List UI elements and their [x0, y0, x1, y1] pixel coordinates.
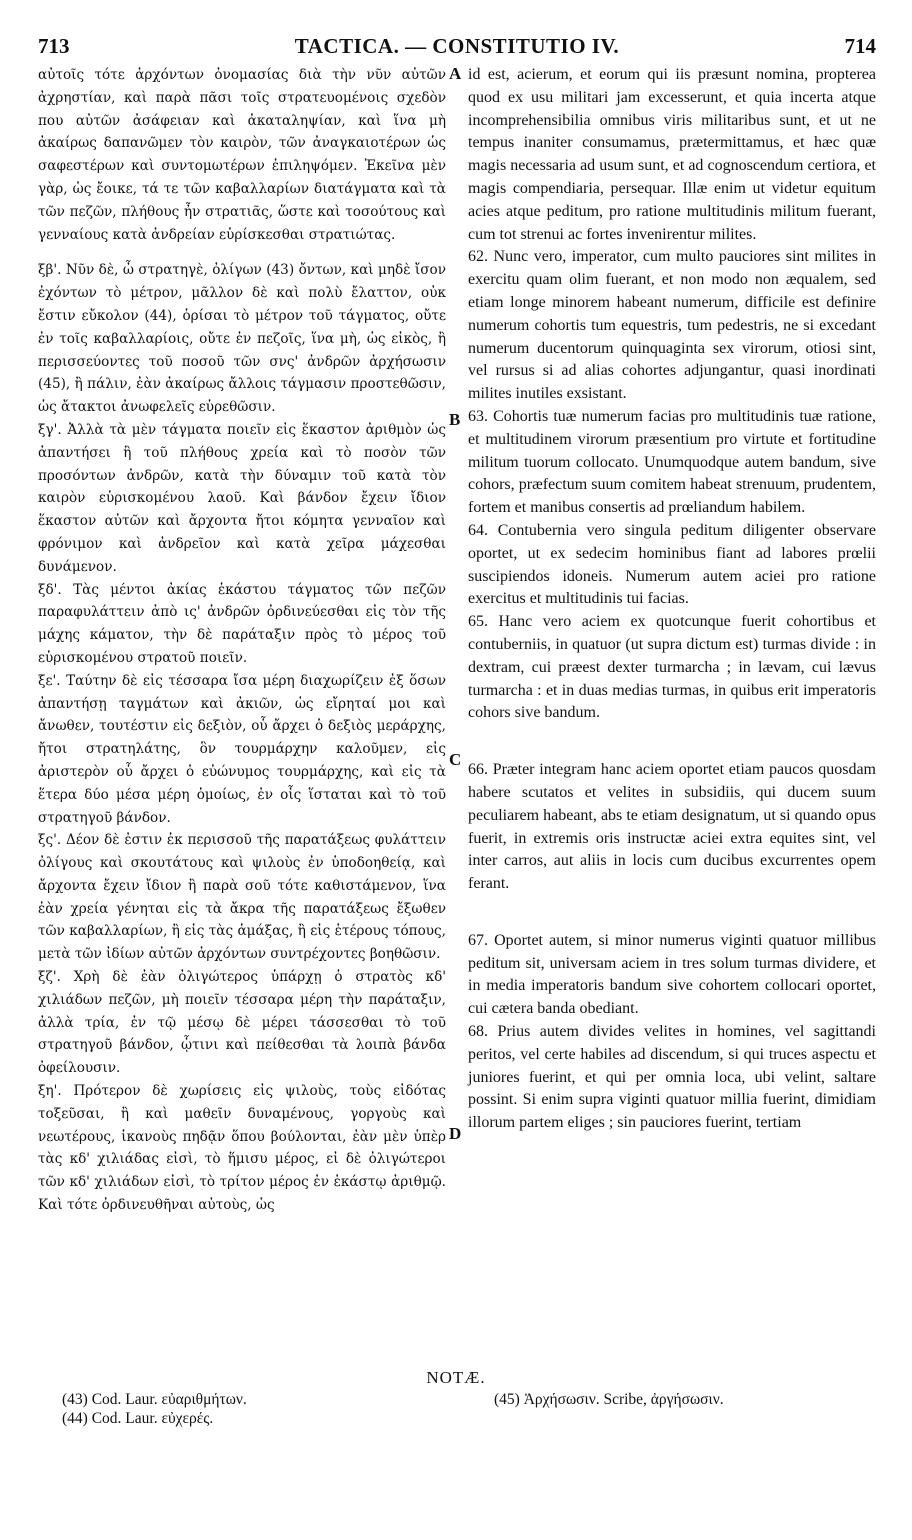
notes-left-column: [62, 1390, 442, 1428]
notes-right-column: [494, 1390, 884, 1409]
left-page-number: 713: [38, 34, 70, 58]
greek-column: [38, 64, 446, 1217]
footnote-44: (44) Cod. Laur. εὐχερές.: [62, 1410, 214, 1427]
greek-paragraph-63: ξγ'. Ἀλλὰ τὰ μὲν τάγματα ποιεῖν εἰς ἕκαστον ἀριθμὸν ὡς ἀπαντήσει ἢ τοῦ πλήθους χρεία καὶ τὸ ποσὸν τῶν προσόντων ἀνδρῶν, κατὰ τὴν δύναμιν τοῦ κατὰ τὸν καιρὸν εὑρισκομένου λαοῦ. Καὶ βάνδον ἔχειν ἴδιον ἕκαστον αὐτῶν καὶ ἄρχοντα ἤτοι κόμητα γενναῖον καὶ φρόνιμον καὶ ἀνδρεῖον καὶ κατὰ χεῖρα μάχεσθαι δυνάμενον.: [38, 421, 446, 575]
latin-paragraph-62: 62. Nunc vero, imperator, cum multo pauciores sint milites in exercitu quam olim fuerant, et non modo non æqualem, sed etiam longe minorem habeant numerum, difficile est definire numerum cohortis tum equestris, tum pedestris, ne si excedant numerum ducentorum quinquaginta sex virorum, otiosi sint, vel rursus si ad alias cohortes adjungantur, quasi inordinati milites inutiles exsistant.: [468, 248, 876, 403]
notes-heading: NOTÆ.: [426, 1368, 486, 1387]
footnote-45: (45) Ἀρχήσωσιν. Scribe, ἀργήσωσιν.: [494, 1391, 724, 1408]
latin-paragraph-66: 66. Præter integram hanc aciem oportet etiam paucos quosdam habere scutatos et velites in subsidiis, qui ducem suum peculiarem habeant, abs te etiam designatum, ut si quando opus fuerit, in extremis oris instructæ aciei extra equites sint, vel inter carros, aut aliis in locis cum ducibus excurrentes opem ferant.: [468, 761, 876, 893]
greek-paragraph-68: ξη'. Πρότερον δὲ χωρίσεις εἰς ψιλοὺς, τοὺς εἰδότας τοξεῦσαι, ἢ καὶ μαθεῖν δυναμένους, γοργοὺς καὶ νεωτέρους, ἱκανοὺς πηδᾷν ὅπου βούλονται, ἐὰν μὲν ὑπὲρ τὰς κδ' χιλιάδας εἰσὶ, τὸ ἥμισυ μέρος, εἰ δὲ ὀλιγώτεροι τῶν κδ' χιλιάδων εἰσὶ, τὸ τρίτον μέρος ἐν ἑκάστῳ ἀριθμῷ. Καὶ τότε ὀρδινευθῆναι αὐτοὺς, ὡς: [38, 1083, 446, 1214]
latin-paragraph-63: 63. Cohortis tuæ numerum facias pro multitudinis tuæ ratione, et multitudinem virorum præsentium pro virtute et fortitudine militum tuorum collocato. Unumquodque autem bandum, sive cohors, præfectum suum comitem habeat strenuum, prudentem, fortem et manibus consertis ad prœliandum habilem.: [468, 407, 876, 517]
right-page-number: 714: [844, 34, 876, 58]
greek-paragraph-65: ξε'. Ταύτην δὲ εἰς τέσσαρα ἴσα μέρη διαχωρίζειν ἐξ ὅσων ἀπαντήσῃ ταγμάτων καὶ ἀκιῶν, ὡς εἴρηταί μοι καὶ ἄνωθεν, τουτέστιν εἰς δεξιὸν, οὗ ἄρχει ὁ δεξιὸς μεράρχης, ἤτοι στρατηλάτης, ὃν τουρμάρχην καλοῦμεν, εἰς ἀριστερὸν οὗ ἄρχει ὁ εὐώνυμος τουρμάρχης, καὶ εἰς τὰ ἕτερα δύο μέσα μέρη ὁμοίως, ἐν οἷς ἵσταται καὶ τὸ τοῦ στρατηγοῦ βάνδον.: [38, 672, 446, 826]
latin-paragraph-67: 67. Oportet autem, si minor numerus viginti quatuor millibus peditum sit, universam aciem in tres solum turmas dividere, et in media imperatoris bandum sive cohortem collocari oportet, cui cætera banda obediant.: [468, 931, 876, 1018]
latin-paragraph-65: 65. Hanc vero aciem ex quotcunque fuerit cohortibus et contuberniis, in quatuor (ut supra dictum est) turmas divide : in dextram, cui præest dexter turmarcha ; in lævam, cui lævus turmarcha : et in duas medias turmas, in quibus erit imperatoris cohors sive bandum.: [468, 613, 876, 722]
latin-column: [468, 64, 876, 1135]
margin-marker-b: B: [449, 410, 461, 429]
greek-paragraph-66: ξς'. Δέον δὲ ἐστιν ἐκ περισσοῦ τῆς παρατάξεως φυλάττειν ὀλίγους καὶ σκουτάτους καὶ ψιλοὺς ἐν ὑποδοηθείᾳ, καὶ ἄρχοντα ἔχειν ἴδιον ἢ παρὰ σοῦ τότε καθιστάμενον, ἵνα ἐὰν χρεία γένηται εἰς τὰ ἄκρα τῆς παρατάξεως ἔξωθεν τῶν καβαλλαρίων, ἢ εἰς τὰς ἁμάξας, ἢ εἰς ἑτέρους τόπους, μετὰ τῶν ἰδίων αὐτῶν ἀρχόντων συντρέχοντες βοηθῶσιν.: [38, 832, 446, 963]
latin-paragraph-68: 68. Prius autem divides velites in homines, vel sagittandi peritos, vel certe habiles ad discendum, si qui truces aspectu et juniores fuerint, et qui per omnia loca, ubi velint, saltare possint. Si enim supra viginti quatuor millia fuerint, dimidiam illorum partem eliges ; sin pauciores fuerint, tertiam: [468, 1023, 876, 1132]
greek-paragraph-intro: αὐτοῖς τότε ἀρχόντων ὀνομασίας διὰ τὴν νῦν αὐτῶν ἀχρηστίαν, καὶ παρὰ πᾶσι τοῖς στρατευομένοις σχεδὸν που αὐτῶν ἀσάφειαν καὶ ἀκαταληψίαν, καὶ ἵνα μὴ ἀκαίρως δαπανῶμεν τὸν καιρὸν, τῶν ἀναγκαιοτέρων ὡς σαφεστέρων καὶ συντομωτέρων ἐπιληψόμεν. Ἐκεῖνα μὲν γὰρ, ὡς ἔοικε, τά τε τῶν καβαλλαρίων διατάγματα καὶ τὰ τῶν πεζῶν, πλήθους ἦν στρατιᾶς, ὥστε καὶ τοσούτους καὶ γενναίους κατὰ ἀνδρείαν εὑρίσκεσθαι στρατιώτας.: [38, 67, 446, 243]
running-header: [38, 34, 876, 60]
greek-paragraph-67: ξζ'. Χρὴ δὲ ἐὰν ὀλιγώτερος ὑπάρχῃ ὁ στρατὸς κδ' χιλιάδων πεζῶν, μὴ ποιεῖν τέσσαρα μέρη τὴν παράταξιν, ἀλλὰ τρία, ἐν τῷ μέσῳ δὲ μέρει τάσσεσθαι τὸ τοῦ στρατηγοῦ βάνδον, ᾧτινι καὶ πείθεσθαι τὰ λοιπὰ βάνδα ὀφείλουσιν.: [38, 969, 446, 1077]
margin-marker-c: C: [449, 750, 462, 769]
latin-paragraph-64: 64. Contubernia vero singula peditum diligenter observare oportet, ut ex sedecim hominibus fiant ad labores prœlii suscipiendos idoneis. Numerum autem aciei pro ratione exercitus et multitudinis tui facias.: [468, 521, 876, 608]
greek-paragraph-62: ξβ'. Νῦν δὲ, ὦ στρατηγὲ, ὀλίγων (43) ὄντων, καὶ μηδὲ ἴσον ἐχόντων τὸ μέτρον, μᾶλλον δὲ καὶ πολὺ ἔλαττον, οὐκ ἔστιν εὔκολον (44), ὁρίσαι τὸ μέτρον τοῦ τάγματος, οὔτε ἐν τοῖς καβαλλαρίοις, οὔτε ἐν πεζοῖς, ἵνα μὴ, ὡς εἰκὸς, ἢ περισσεύοντες τοῦ ποσοῦ τῶν σνς' ἀνδρῶν ἀρχήσωσιν (45), ἢ πάλιν, ἐὰν ἀκαίρως ἄλλοις τάγμασιν προστεθῶσιν, ὡς ἄτακτοι ἀνωφελεῖς εὑρεθῶσιν.: [38, 262, 446, 416]
greek-paragraph-64: ξδ'. Τὰς μέντοι ἀκίας ἑκάστου τάγματος τῶν πεζῶν παραφυλάττειν ἀπὸ ις' ἀνδρῶν ὀρδινεύεσθαι εἰς τὸν τῆς μάχης κάματον, τὴν δὲ παράταξιν πρὸς τὸ μέρος τοῦ εὑρισκομένου στρατοῦ ποιεῖν.: [38, 581, 446, 666]
latin-paragraph-intro: id est, acierum, et eorum qui iis præsunt nomina, propterea quod ex usu militari jam excesserunt, et quia incerta atque incomprehensibilia omnibus viris militaribus sunt, et ut ne tempus inaniter consumamus, prætermittamus, et hæc quæ magis necessaria ad usum sunt, et ad cognoscendum certiora, et magis compendiaria, persequar. Illæ enim ut videtur equitum acies atque peditum, pro ratione multitudinis militum fuerant, cum tot strenui ac fortes invenirentur milites.: [468, 66, 876, 243]
margin-marker-d: D: [449, 1124, 462, 1143]
footnote-43: (43) Cod. Laur. εὐαριθμήτων.: [62, 1391, 247, 1408]
running-title: TACTICA. — CONSTITUTIO IV.: [294, 34, 620, 58]
margin-marker-a: A: [449, 64, 462, 83]
